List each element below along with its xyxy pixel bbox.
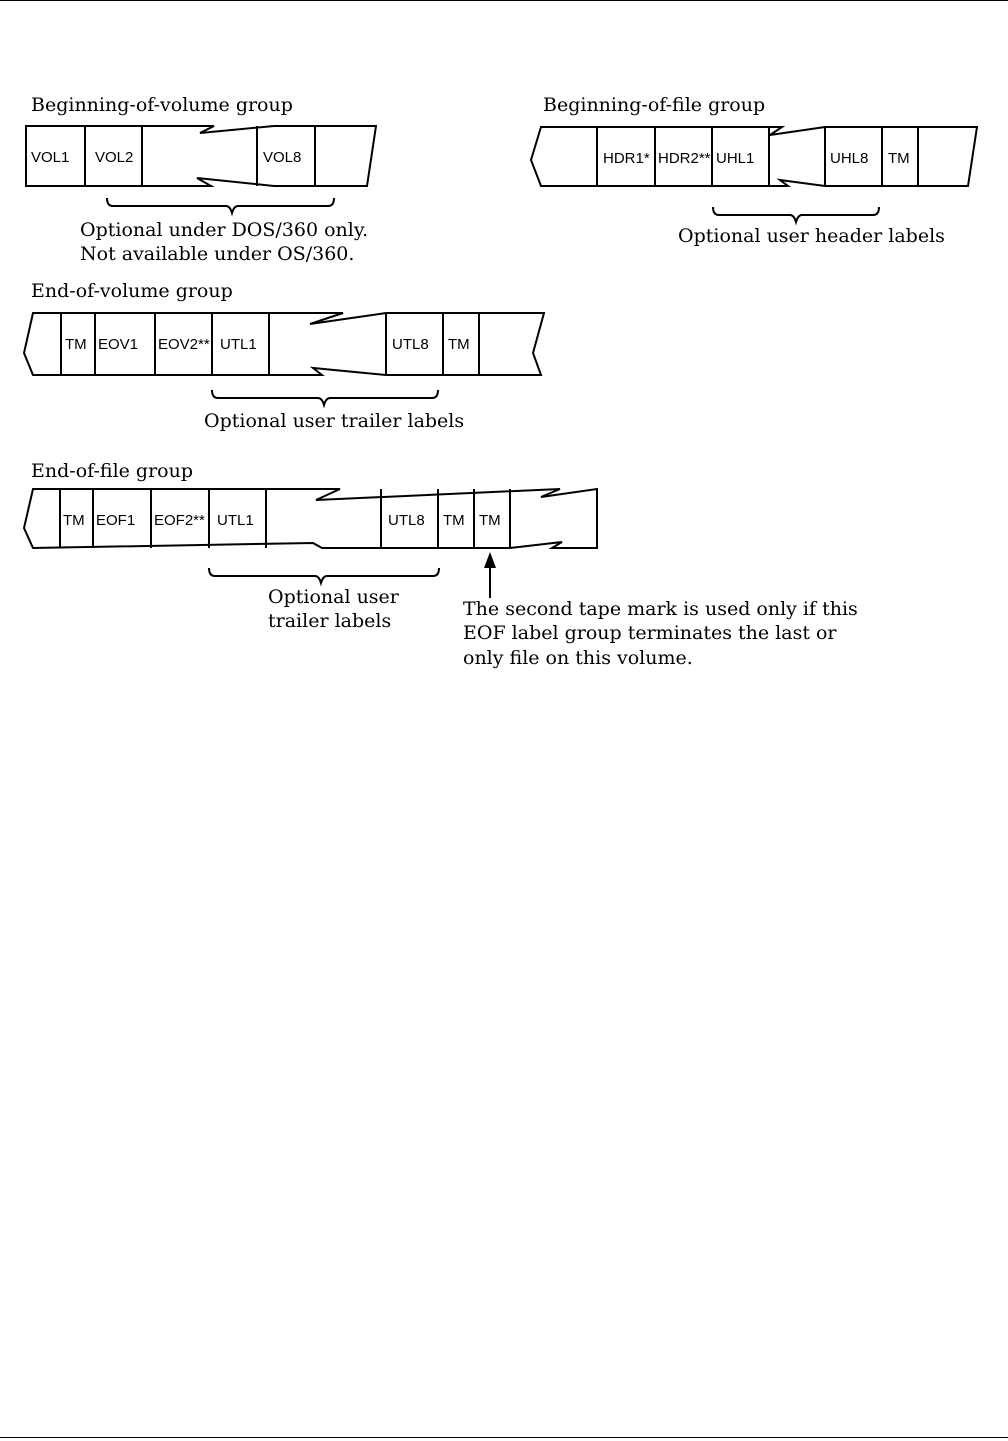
- eof-cell-eof2: EOF2**: [154, 512, 205, 529]
- eof-title: End-of-file group: [31, 460, 194, 482]
- eov-brace: [212, 390, 438, 405]
- bof-brace: [713, 207, 879, 222]
- eof-cell-eof1: EOF1: [96, 512, 136, 529]
- bov-brace: [107, 198, 334, 213]
- eov-cell-eov2: EOV2**: [158, 336, 210, 353]
- bov-cell-vol8: VOL8: [263, 149, 302, 166]
- bov-cell-vol2: VOL2: [95, 149, 134, 166]
- eof-note-line1: The second tape mark is used only if this: [463, 598, 858, 620]
- bof-cell-tm: TM: [888, 150, 910, 167]
- eof-cell-tm-second: TM: [479, 512, 501, 529]
- bof-cell-hdr2: HDR2**: [658, 150, 711, 167]
- bov-title: Beginning-of-volume group: [31, 94, 293, 116]
- bof-cell-uhl1: UHL1: [716, 150, 755, 167]
- eof-note-line3: only file on this volume.: [463, 647, 693, 669]
- eov-cell-utl1: UTL1: [220, 336, 257, 353]
- bov-group: [26, 94, 376, 265]
- eov-cell-utl8: UTL8: [392, 336, 429, 353]
- eof-group: [24, 460, 858, 669]
- bof-cell-uhl8: UHL8: [830, 150, 869, 167]
- bof-group: [531, 94, 977, 247]
- eov-title: End-of-volume group: [31, 280, 233, 302]
- eov-cell-tm-end: TM: [448, 336, 470, 353]
- eof-cell-tm-first: TM: [443, 512, 465, 529]
- eof-note-line2: EOF label group terminates the last or: [463, 622, 837, 644]
- bof-caption: Optional user header labels: [678, 225, 945, 247]
- eov-group: [24, 280, 544, 432]
- bof-cell-hdr1: HDR1*: [603, 150, 650, 167]
- eof-caption-line1: Optional user: [268, 586, 399, 608]
- bov-caption-line2: Not available under OS/360.: [80, 243, 355, 265]
- eof-cell-utl1: UTL1: [217, 512, 254, 529]
- bof-title: Beginning-of-file group: [543, 94, 766, 116]
- eof-cell-tm: TM: [63, 512, 85, 529]
- eof-cell-utl8: UTL8: [388, 512, 425, 529]
- arrow-up-icon: [484, 552, 496, 568]
- eof-brace: [209, 568, 439, 583]
- bov-caption-line1: Optional under DOS/360 only.: [80, 219, 369, 241]
- eov-cell-tm: TM: [65, 336, 87, 353]
- eov-caption: Optional user trailer labels: [204, 410, 465, 432]
- bov-cell-vol1: VOL1: [31, 149, 70, 166]
- bov-tape-outline: [26, 126, 376, 186]
- eov-cell-eov1: EOV1: [98, 336, 139, 353]
- eof-caption-line2: trailer labels: [268, 610, 392, 632]
